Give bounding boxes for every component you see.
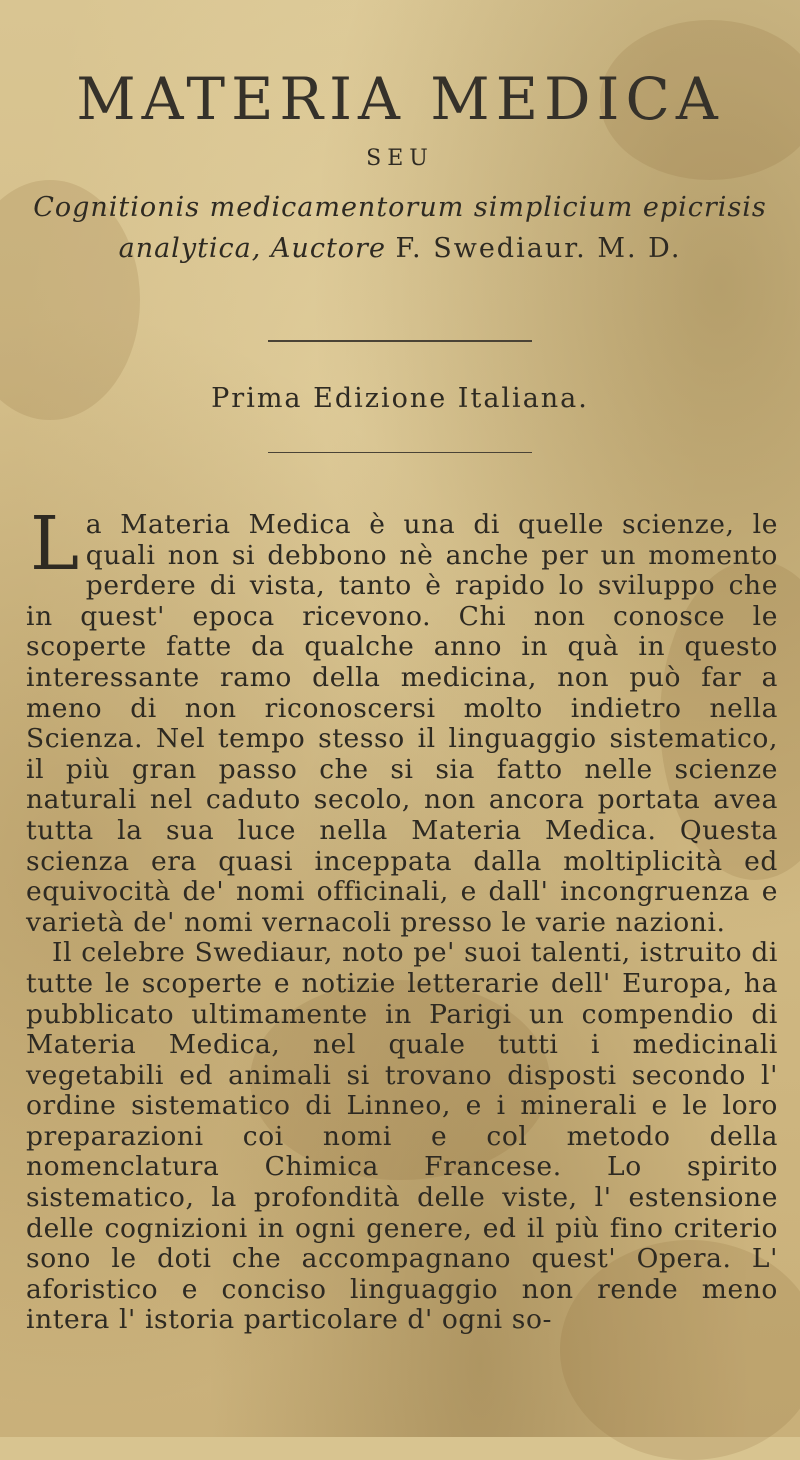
document-title: MATERIA MEDICA: [76, 65, 724, 133]
author-name: F. Swediaur. M. D.: [395, 233, 682, 264]
paragraph-1-text: a Materia Medica è una di quelle scienze, le quali non si debbono nè anche per un momento perdere di vista, tanto è rapido lo sviluppo che in quest' epoca ricevono. Chi non conosce le scoperte fatte da qualche anno in quà in questo interessante ramo della medicina, non può far a meno di non riconoscersi molto indietro nella Scienza. Nel tempo stesso il linguaggio sistematico, il più gran passo che si sia fatto nelle scienze naturali nel caduto secolo, non ancora portata avea tutta la sua luce nella Materia Medica. Questa scienza era quasi inceppata dalla moltiplicità ed equivocità de' nomi officinali, e dall' incongruenza e varietà de' nomi vernacoli presso le varie nazioni.: [26, 509, 778, 938]
work-description-line-2: [0, 233, 800, 264]
work-description-line-1: Cognitionis medicamentorum simplicium epicrisis: [33, 192, 767, 223]
paragraph-2: Il celebre Swediaur, noto pe' suoi talenti, istruito di tutte le scoperte e notizie letterarie dell' Europa, ha pubblicato ultimamente in Parigi un compendio di Materia Medica, nel quale tutti i medicinali vegetabili ed animali si trovano disposti secondo l' ordine sistematico di Linneo, e i minerali e le loro preparazioni coi nomi e col metodo della nomenclatura Chimica Francese. Lo spirito sistematico, la profondità delle viste, l' estensione delle cognizioni in ogni genere, ed il più fino criterio sono le doti che accompagnano quest' Opera. L' aforistico e conciso linguaggio non rende meno intera l' istoria particolare d' ogni so-: [26, 937, 778, 1336]
separator-rule-top: [268, 340, 532, 342]
separator-rule-bottom: [268, 452, 532, 453]
document-subtitle: SEU: [366, 146, 434, 171]
body-text: [26, 501, 778, 1336]
drop-cap: L: [30, 501, 80, 587]
paragraph-1: [26, 501, 778, 938]
edition-label: Prima Edizione Italiana.: [211, 383, 589, 414]
auctore-label: analytica, Auctore: [118, 233, 386, 264]
